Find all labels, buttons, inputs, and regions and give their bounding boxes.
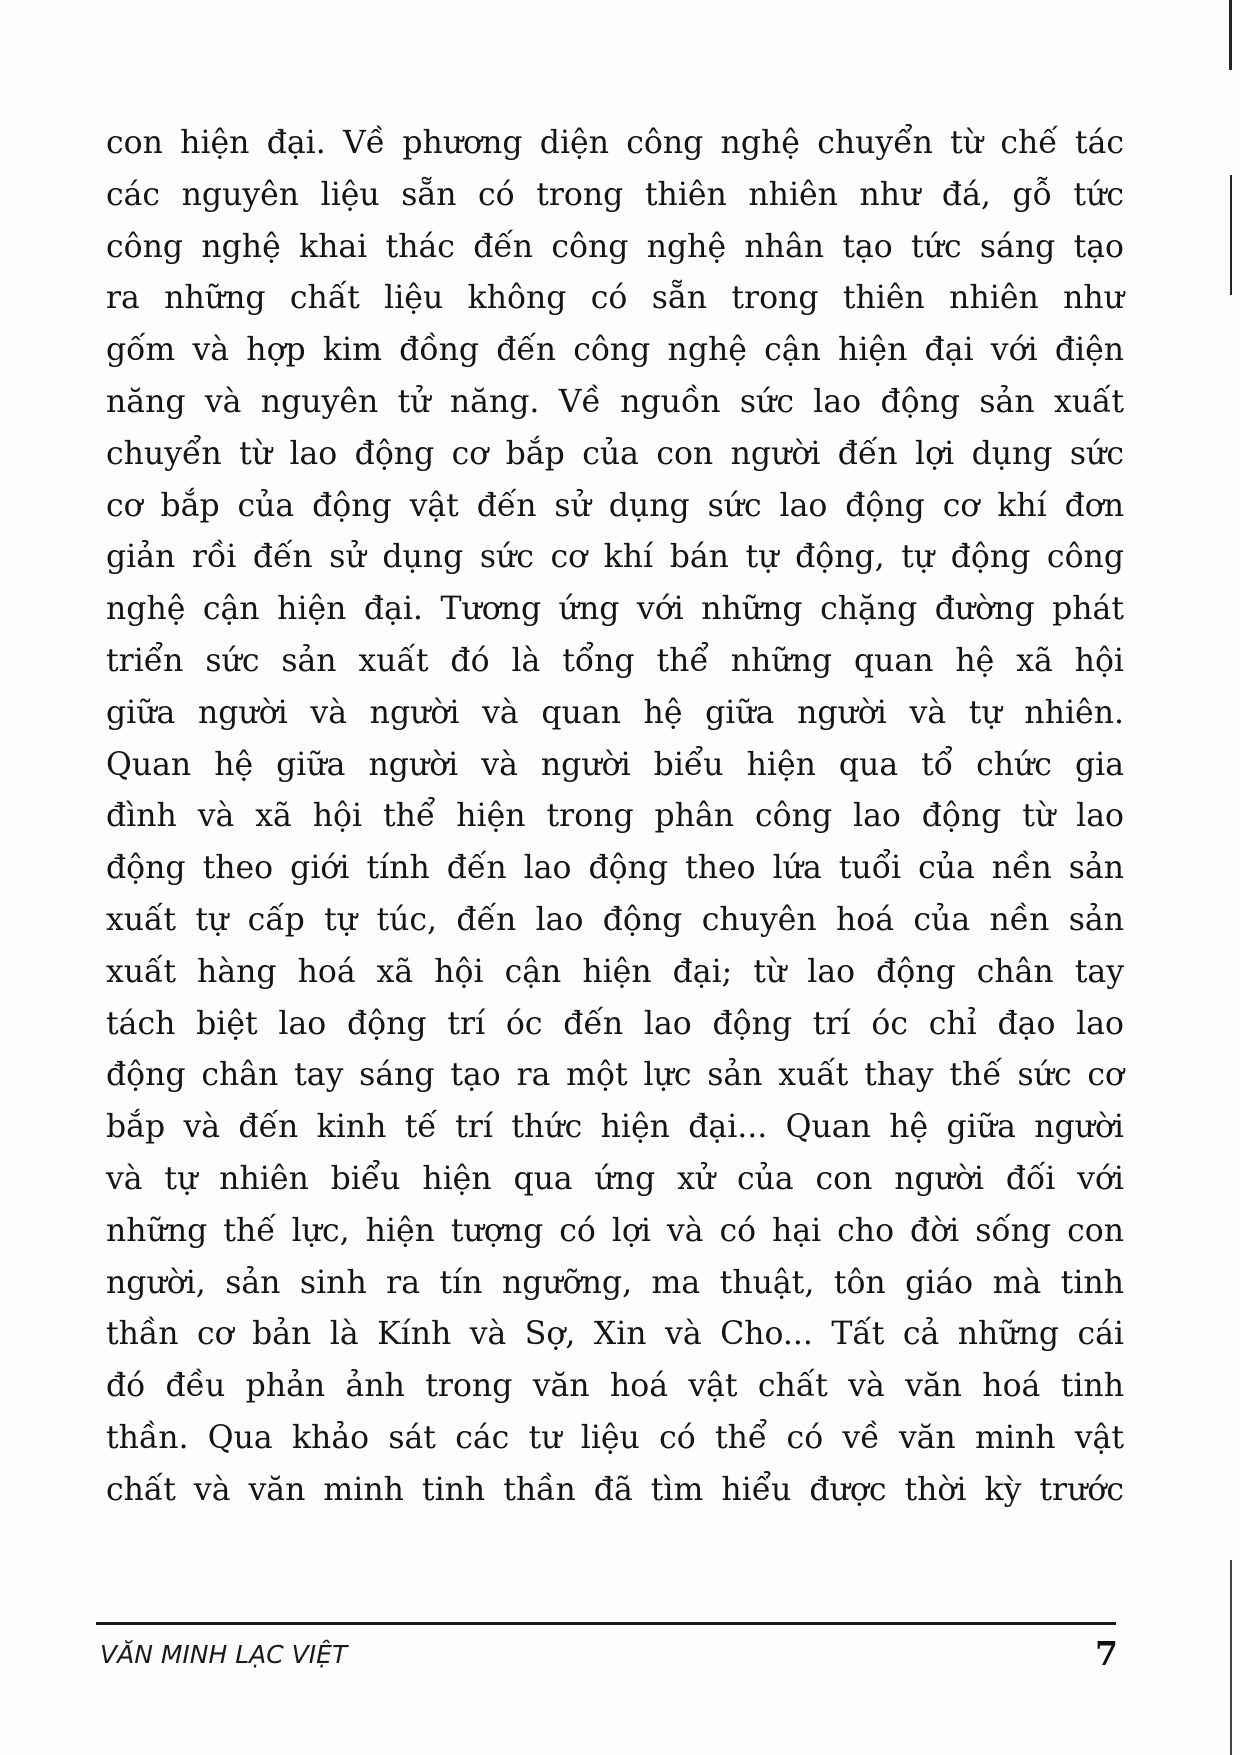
text-line: bắp và đến kinh tế trí thức hiện đại... Quan hệ giữa người xyxy=(106,1109,1124,1146)
text-line: chuyển từ lao động cơ bắp của con người đến lợi dụng sức xyxy=(106,435,1124,472)
scan-edge-mark xyxy=(1229,0,1232,70)
text-line: thần cơ bản là Kính và Sợ, Xin và Cho... Tất cả những cái xyxy=(106,1316,1124,1353)
text-line: công nghệ khai thác đến công nghệ nhân tạo tức sáng tạo xyxy=(106,228,1124,265)
text-line: người, sản sinh ra tín ngưỡng, ma thuật, tôn giáo mà tinh xyxy=(106,1264,1124,1301)
text-line: xuất hàng hoá xã hội cận hiện đại; từ lao động chân tay xyxy=(106,953,1124,990)
text-line: chất và văn minh tinh thần đã tìm hiểu được thời kỳ trước xyxy=(106,1471,1124,1508)
text-line: giản rồi đến sử dụng sức cơ khí bán tự động, tự động công xyxy=(106,539,1124,576)
text-line: đình và xã hội thể hiện trong phân công lao động từ lao xyxy=(106,798,1124,835)
scan-edge-mark xyxy=(1230,175,1232,295)
text-line: động chân tay sáng tạo ra một lực sản xuất thay thế sức cơ xyxy=(106,1057,1124,1094)
text-line: con hiện đại. Về phương diện công nghệ chuyển từ chế tác xyxy=(106,125,1124,161)
body-text xyxy=(106,118,1124,1517)
footer-divider xyxy=(96,1622,1116,1625)
text-line: xuất tự cấp tự túc, đến lao động chuyên hoá của nền sản xyxy=(106,901,1124,938)
text-line: động theo giới tính đến lao động theo lứa tuổi của nền sản xyxy=(106,850,1124,887)
scan-edge-mark xyxy=(1230,1560,1232,1755)
text-line: giữa người và người và quan hệ giữa người và tự nhiên. xyxy=(106,694,1124,731)
running-footer-title: VĂN MINH LẠC VIỆT xyxy=(100,1640,348,1669)
text-line: tách biệt lao động trí óc đến lao động trí óc chỉ đạo lao xyxy=(106,1005,1124,1042)
text-line: ra những chất liệu không có sẵn trong thiên nhiên như xyxy=(106,280,1124,317)
text-line: Quan hệ giữa người và người biểu hiện qua tổ chức gia xyxy=(106,746,1124,783)
text-line: nghệ cận hiện đại. Tương ứng với những chặng đường phát xyxy=(106,591,1124,628)
text-line: thần. Qua khảo sát các tư liệu có thể có về văn minh vật xyxy=(106,1419,1124,1456)
text-line: đó đều phản ảnh trong văn hoá vật chất và văn hoá tinh xyxy=(106,1368,1124,1405)
text-line: các nguyên liệu sẵn có trong thiên nhiên như đá, gỗ tức xyxy=(106,176,1124,213)
text-line: và tự nhiên biểu hiện qua ứng xử của con người đối với xyxy=(106,1160,1124,1197)
page-number: 7 xyxy=(1095,1634,1118,1673)
text-line: cơ bắp của động vật đến sử dụng sức lao động cơ khí đơn xyxy=(106,487,1124,524)
text-line: triển sức sản xuất đó là tổng thể những quan hệ xã hội xyxy=(106,642,1124,679)
text-line: những thế lực, hiện tượng có lợi và có hại cho đời sống con xyxy=(106,1212,1124,1249)
text-line: gốm và hợp kim đồng đến công nghệ cận hiện đại với điện xyxy=(106,332,1124,369)
text-line: năng và nguyên tử năng. Về nguồn sức lao động sản xuất xyxy=(106,383,1124,420)
